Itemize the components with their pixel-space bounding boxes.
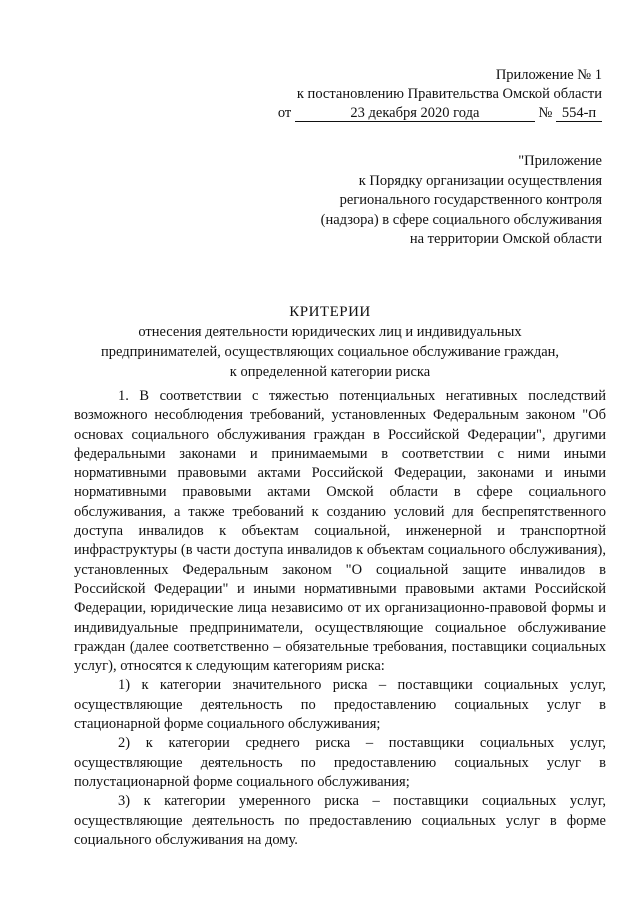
annex-line-3: регионального государственного контроля: [339, 192, 602, 208]
appendix-header: [278, 66, 602, 123]
resolution-reference: к постановлению Правительства Омской области: [296, 86, 602, 102]
paragraph-item-1: 1) к категории значительного риска – поставщики социальных услуг, осуществляющие деятельность по предоставлению социальных услуг в стационарной форме социального обслуживания;: [74, 677, 606, 733]
document-title: КРИТЕРИИ: [289, 304, 371, 320]
document-title-block: [60, 303, 600, 382]
annex-line-5: на территории Омской области: [409, 231, 602, 247]
resolution-date-line: [278, 104, 602, 123]
paragraph-item-3: 3) к категории умеренного риска – поставщики социальных услуг, осуществляющие деятельность по предоставлению социальных услуг в форме социального обслуживания на дому.: [74, 793, 606, 848]
number-prefix: №: [538, 105, 553, 121]
annex-line-4: (надзора) в сфере социального обслуживания: [320, 211, 602, 228]
appendix-number: Приложение № 1: [495, 67, 602, 83]
document-subtitle-line-2: предпринимателей, осуществляющих социальное обслуживание граждан,: [100, 344, 560, 360]
paragraph-1: 1. В соответствии с тяжестью потенциальных негативных последствий возможного несоблюдения требований, установленных Федеральным законом "Об основах социального обслуживания граждан в Российской Федерации", другими федеральными законами и принимаемыми в соответствии с ними иными нормативными правовыми актами Российской Федерации, законами и иными нормативными правовыми актами Омской области в сфере социального обслуживания, а также требований к созданию условий для беспрепятственного доступа инвалидов к объектам социальной, инженерной и транспортной инфраструктуры (в части доступа инвалидов к объектам социального обслуживания), установленных Федеральным законом "О социальной защите инвалидов в Российской Федерации" и иными нормативными правовыми актами Российской Федерации, юридические лица независимо от их организационно-правовой формы и индивидуальные предприниматели, осуществляющие социальное обслуживание граждан (далее соответственно – обязательные требования, поставщики социальных услуг), относятся к следующим категориям риска:: [74, 388, 606, 675]
date-prefix: от: [277, 105, 292, 121]
resolution-date: 23 декабря 2020 года: [295, 106, 535, 122]
annex-header: [321, 152, 602, 250]
document-body: [74, 387, 606, 850]
paragraph-item-2: 2) к категории среднего риска – поставщики социальных услуг, осуществляющие деятельность по предоставлению социальных услуг в полустационарной форме социального обслуживания;: [74, 735, 606, 790]
annex-line-2: к Порядку организации осуществления: [358, 172, 602, 189]
annex-line-1: "Приложение: [518, 153, 602, 169]
document-subtitle-line-3: к определенной категории риска: [229, 364, 431, 380]
resolution-number: 554-п: [556, 106, 602, 122]
document-subtitle-line-1: отнесения деятельности юридических лиц и индивидуальных: [138, 324, 522, 340]
